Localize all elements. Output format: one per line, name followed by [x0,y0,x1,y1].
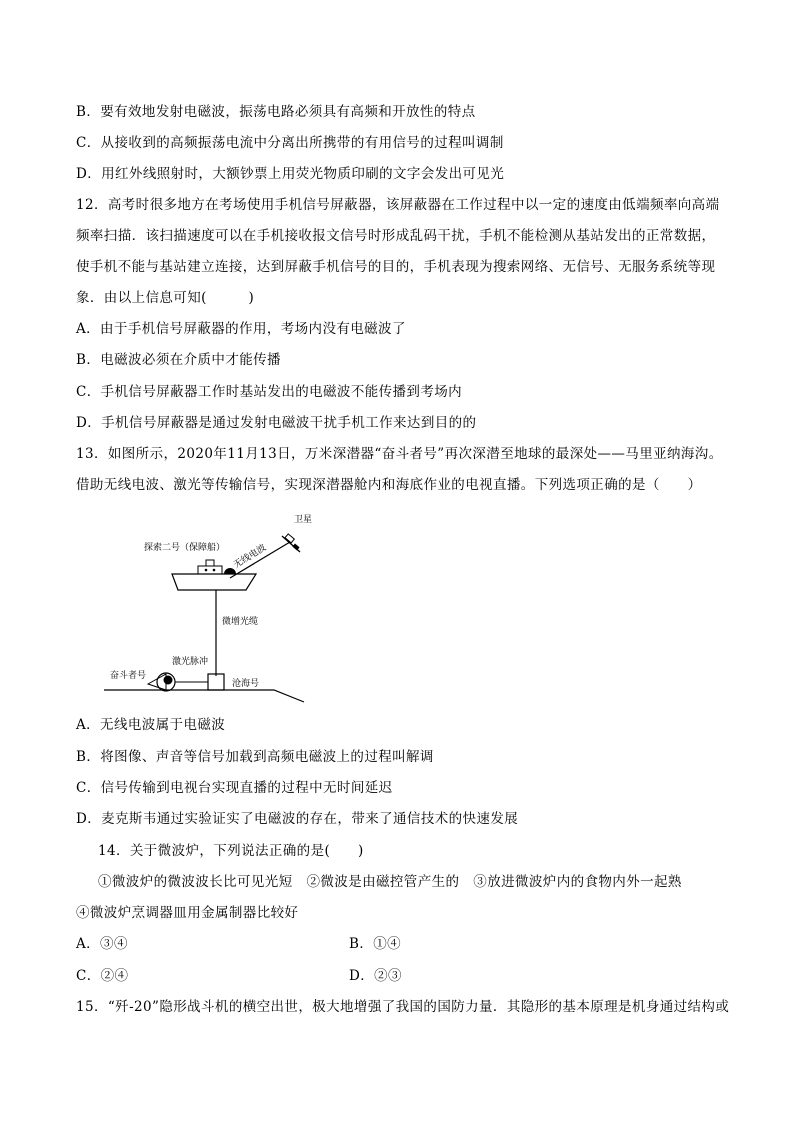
option-b-q14: B．①④ [349,936,402,952]
question-12-line-3: 使手机不能与基站建立连接，达到屏蔽手机信号的目的，手机表现为搜索网络、无信号、无服务系统等现 [76,259,716,275]
optical-cable-label: 微增光缆 [222,617,259,627]
question-13-line-1: 13．如图所示，2020年11月13日，万米深潜器“奋斗者号”再次深潜至地球的最深处——马里亚纳海沟。 [76,446,723,462]
submersible-icon [148,673,175,691]
option-c-q12: C．手机信号屏蔽器工作时基站发出的电磁波不能传播到考场内 [76,384,463,400]
question-15-line-1: 15．“歼-20”隐形战斗机的横空出世，极大地增强了我国的国防力量．其隐形的基本原理是机身通过结构或 [76,999,730,1015]
option-b-q11: B．要有效地发射电磁波，振荡电路必须具有高频和开放性的特点 [76,104,476,120]
ship-label: 探索二号（保障船） [144,543,226,553]
option-b-q12: B．电磁波必须在介质中才能传播 [76,352,281,368]
option-a-q13: A．无线电波属于电磁波 [76,717,226,733]
lander-label: 沧海号 [232,679,260,689]
option-a-q12: A．由于手机信号屏蔽器的作用，考场内没有电磁波了 [76,321,406,337]
radio-wave-label: 无线电波 [232,542,269,571]
laser-pulse-label: 激光脉冲 [172,657,209,667]
option-c-q11: C．从接收到的高频振荡电流中分离出所携带的有用信号的过程叫调制 [76,135,504,151]
option-b-q13: B．将图像、声音等信号加载到高频电磁波上的过程叫解调 [76,749,434,765]
option-d-q13: D．麦克斯韦通过实验证实了电磁波的存在，带来了通信技术的快速发展 [76,811,519,827]
question-13-line-2: 借助无线电波、激光等传输信号，实现深潜器舱内和海底作业的电视直播。下列选项正确的是（ ） [76,477,702,493]
question-14-statements-1: ①微波炉的微波波长比可见光短 ②微波是由磁控管产生的 ③放进微波炉内的食物内外一起熟 [98,874,682,890]
question-14-statements-2: ④微波炉烹调器皿用金属制器比较好 [76,905,299,921]
option-c-q14: C．②④ [76,968,129,984]
deep-sea-diagram [104,508,314,708]
option-d-q12: D．手机信号屏蔽器是通过发射电磁波干扰手机工作来达到目的的 [76,415,477,431]
question-14-stem: 14．关于微波炉，下列说法正确的是( ) [98,843,364,859]
submersible-label: 奋斗者号 [110,671,147,681]
option-c-q13: C．信号传输到电视台实现直播的过程中无时间延迟 [76,780,393,796]
seabed-line [104,690,304,702]
question-12-line-1: 12．高考时很多地方在考场使用手机信号屏蔽器，该屏蔽器在工作过程中以一定的速度由低端频率向高端 [76,197,720,213]
option-d-q11: D．用红外线照射时，大额钞票上用荧光物质印刷的文字会发出可见光 [76,166,505,182]
satellite-icon [282,534,300,552]
option-d-q14: D．②③ [349,968,402,984]
question-12-line-4: 象．由以上信息可知( ) [76,290,255,306]
option-a-q14: A．③④ [76,936,128,952]
satellite-label: 卫星 [294,515,313,525]
question-12-line-2: 频率扫描．该扫描速度可以在手机接收报文信号时形成乱码干扰，手机不能检测从基站发出的正常数据， [76,228,716,244]
lander-icon [208,674,224,690]
